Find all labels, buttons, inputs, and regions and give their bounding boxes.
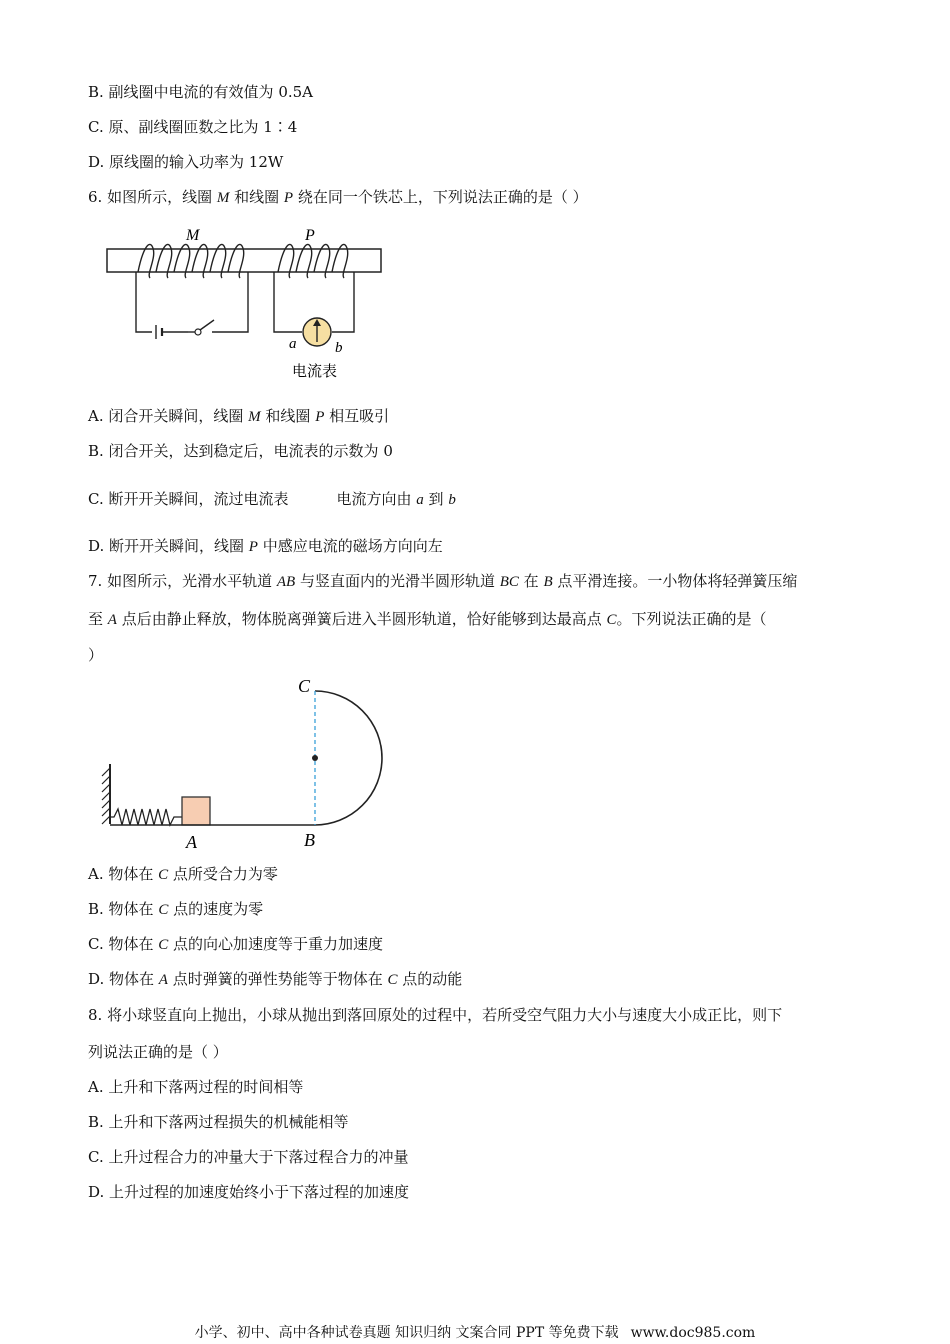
q7-s1b: 与竖直面内的光滑半圆形轨道 bbox=[295, 572, 500, 590]
q5-option-b: B. 副线圈中电流的有效值为 0.5A bbox=[88, 83, 314, 101]
q7-s2-A: A bbox=[107, 612, 117, 628]
label-b: b bbox=[335, 340, 343, 356]
q6-opt-c-text3: 到 bbox=[423, 490, 449, 508]
q6-opt-c-b: b bbox=[448, 492, 456, 508]
q5-option-c: C. 原、副线圈匝数之比为 1∶4 bbox=[88, 118, 298, 136]
q7-option-c bbox=[88, 934, 383, 955]
q6-opt-d-p: P bbox=[248, 539, 258, 555]
q7-stem-line2 bbox=[88, 609, 767, 630]
q8-stem-line1: 8. 将小球竖直向上抛出，小球从抛出到落回原处的过程中，若所受空气阻力大小与速度大小成正比，则下 bbox=[88, 1006, 783, 1024]
q7-oc: C. 物体在 bbox=[88, 935, 159, 953]
q7-od: D. 物体在 bbox=[88, 970, 159, 988]
q7-oa: A. 物体在 bbox=[88, 865, 159, 883]
q6-opt-c-text: C. 断开开关瞬间，流过电流表 bbox=[88, 490, 289, 508]
q7-s2: 至 bbox=[88, 610, 108, 628]
q7-s1c: 在 bbox=[518, 572, 544, 590]
q7-s1-B: B bbox=[543, 574, 553, 590]
q6-option-c bbox=[88, 489, 456, 510]
q6-opt-d-text: D. 断开开关瞬间，线圈 bbox=[88, 537, 249, 555]
q6-opt-a-p: P bbox=[315, 409, 325, 425]
q7-option-b bbox=[88, 899, 263, 920]
q7-oa2: 点所受合力为零 bbox=[168, 865, 278, 883]
label-a: a bbox=[289, 336, 297, 352]
m-circuit-wire bbox=[136, 272, 248, 332]
q7-oa-c: C bbox=[158, 867, 169, 883]
q7-s2c: 。下列说法正确的是（ bbox=[616, 610, 767, 628]
q6-stem bbox=[88, 187, 588, 208]
q8-stem-line2: 列说法正确的是（ ） bbox=[88, 1043, 228, 1061]
q7-stem-line3: ） bbox=[88, 646, 104, 664]
q6-stem-m: M bbox=[216, 190, 230, 206]
q6-opt-c-a: a bbox=[416, 492, 424, 508]
q6-option-a bbox=[88, 406, 389, 427]
center-dot bbox=[312, 755, 318, 761]
q7-s1-ab: AB bbox=[276, 574, 296, 590]
q7-stem-line1 bbox=[88, 571, 797, 592]
meter-caption: 电流表 bbox=[292, 362, 338, 380]
label-b: B bbox=[304, 830, 315, 850]
q7-s1d: 点平滑连接。一小物体将轻弹簧压缩 bbox=[552, 572, 798, 590]
q5-option-d: D. 原线圈的输入功率为 12W bbox=[88, 153, 284, 171]
q7-s1-bc: BC bbox=[499, 574, 519, 590]
page-footer bbox=[0, 1324, 950, 1342]
q6-opt-a-m: M bbox=[248, 409, 261, 425]
q7-od-a: A bbox=[158, 972, 168, 988]
q7-oc-c: C bbox=[158, 937, 169, 953]
q7-option-a bbox=[88, 864, 278, 885]
q7-option-d bbox=[88, 969, 462, 990]
footer-site-link[interactable]: www.doc985.com bbox=[630, 1325, 756, 1341]
q8-option-a: A. 上升和下落两过程的时间相等 bbox=[88, 1078, 304, 1096]
q7-ob: B. 物体在 bbox=[88, 900, 159, 918]
q6-opt-a-text3: 相互吸引 bbox=[324, 407, 390, 425]
q7-od3: 点的动能 bbox=[397, 970, 463, 988]
label-m: M bbox=[186, 227, 200, 244]
label-a: A bbox=[186, 832, 197, 852]
q8-option-d: D. 上升过程的加速度始终小于下落过程的加速度 bbox=[88, 1183, 410, 1201]
semicircle-track bbox=[315, 691, 382, 825]
q8-option-c: C. 上升过程合力的冲量大于下落过程合力的冲量 bbox=[88, 1148, 409, 1166]
q6-opt-c-text2: 电流方向由 bbox=[336, 490, 417, 508]
q6-stem-p: P bbox=[283, 190, 294, 206]
q7-od-c: C bbox=[387, 972, 398, 988]
footer-text: 小学、初中、高中各种试卷真题 知识归纳 文案合同 PPT 等免费下载 bbox=[194, 1325, 619, 1341]
q7-ob2: 点的速度为零 bbox=[168, 900, 264, 918]
q6-opt-d-text2: 中感应电流的磁场方向向左 bbox=[257, 537, 443, 555]
q7-s2b: 点后由静止释放，物体脱离弹簧后进入半圆形轨道，恰好能够到达最高点 bbox=[116, 610, 607, 628]
q6-coil-diagram bbox=[100, 222, 400, 382]
q7-s1: 7. 如图所示，光滑水平轨道 bbox=[88, 572, 277, 590]
q6-option-d bbox=[88, 536, 443, 557]
q7-od2: 点时弹簧的弹性势能等于物体在 bbox=[167, 970, 388, 988]
wall-hatch bbox=[102, 768, 110, 824]
q6-stem-text2: 和线圈 bbox=[229, 188, 284, 206]
block bbox=[182, 797, 210, 825]
q8-option-b: B. 上升和下落两过程损失的机械能相等 bbox=[88, 1113, 349, 1131]
q6-opt-a-text: A. 闭合开关瞬间，线圈 bbox=[88, 407, 249, 425]
q6-opt-a-text2: 和线圈 bbox=[260, 407, 316, 425]
label-c: C bbox=[298, 676, 311, 696]
q6-option-b: B. 闭合开关，达到稳定后，电流表的示数为 0 bbox=[88, 442, 393, 460]
q6-stem-text3: 绕在同一个铁芯上，下列说法正确的是（ ） bbox=[293, 188, 588, 206]
spring-icon bbox=[110, 809, 182, 825]
q7-s2-C: C bbox=[606, 612, 617, 628]
label-p: P bbox=[305, 227, 315, 244]
q7-track-diagram bbox=[100, 672, 390, 857]
q7-oc2: 点的向心加速度等于重力加速度 bbox=[168, 935, 384, 953]
q6-stem-text: 6. 如图所示，线圈 bbox=[88, 188, 217, 206]
q7-ob-c: C bbox=[158, 902, 169, 918]
